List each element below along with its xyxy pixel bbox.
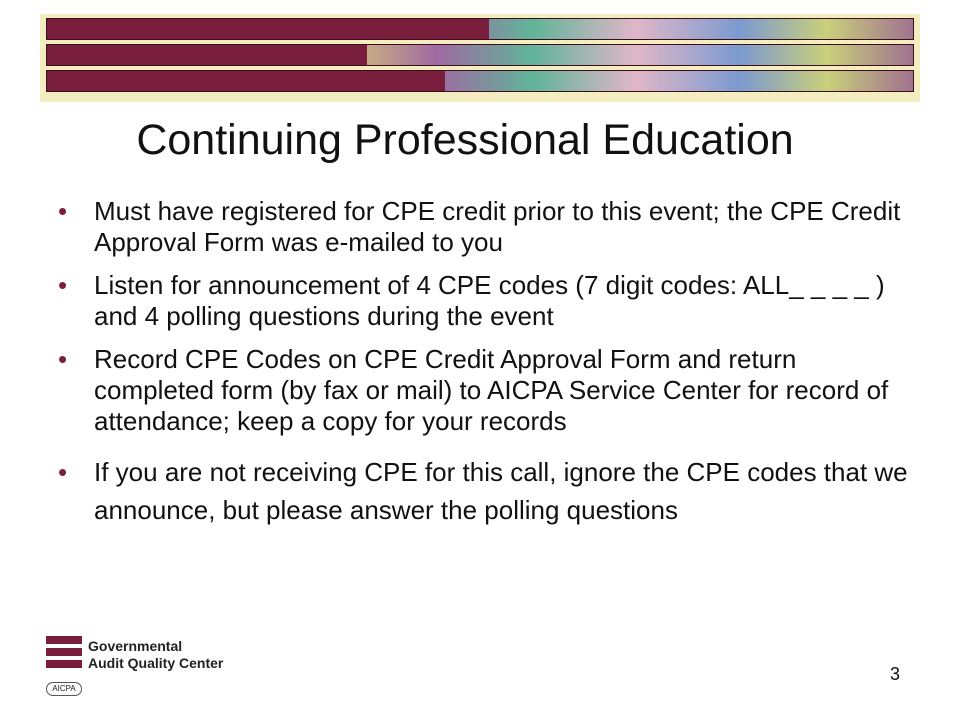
logo-line-1: Governmental: [88, 638, 183, 654]
bullet-text: Must have registered for CPE credit prior to this event; the CPE Credit Approval Form was e-mailed to you: [94, 196, 901, 257]
bullet-dot-icon: •: [58, 344, 68, 374]
bullet-item: [58, 453, 908, 529]
banner-band: [46, 70, 914, 92]
bullet-text: If you are not receiving CPE for this call, ignore the CPE codes that we announce, but please answer the polling questions: [94, 457, 908, 525]
logo-text: [88, 638, 223, 672]
bullet-item: [58, 196, 908, 258]
bullet-list: [58, 196, 908, 541]
banner-band-fill: [47, 19, 489, 39]
aicpa-badge: AICPA: [46, 682, 82, 696]
bullet-text: Listen for announcement of 4 CPE codes (7 digit codes: ALL_ _ _ _ ) and 4 polling questions during the event: [94, 270, 885, 331]
bullet-item: [58, 344, 908, 437]
slide-title: Continuing Professional Education: [136, 116, 794, 164]
bullet-item: [58, 270, 908, 332]
logo-line-2: Audit Quality Center: [88, 655, 224, 671]
logo-bars-icon: [46, 636, 82, 672]
banner-band-fill: [47, 71, 445, 91]
bullet-dot-icon: •: [58, 457, 68, 487]
bullet-text: Record CPE Codes on CPE Credit Approval Form and return completed form (by fax or mail) to AICPA Service Center for record of attendance; keep a copy for your records: [94, 344, 889, 436]
banner-band: [46, 44, 914, 66]
bullet-dot-icon: •: [58, 196, 68, 226]
header-banner: [40, 14, 920, 102]
page-number: 3: [890, 664, 901, 684]
bullet-dot-icon: •: [58, 270, 68, 300]
gaqc-logo: [46, 636, 246, 700]
banner-band-fill: [47, 45, 367, 65]
banner-band: [46, 18, 914, 40]
